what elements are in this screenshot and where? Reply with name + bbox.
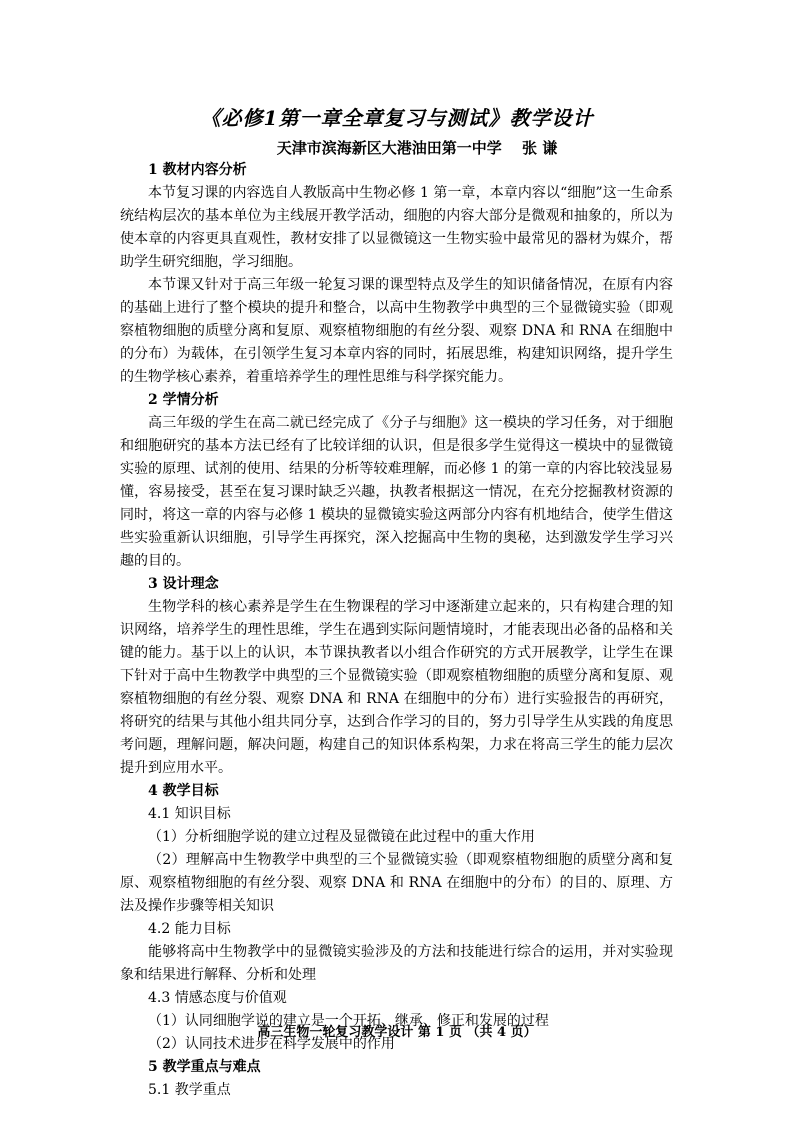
subsection-heading: 4.3 情感态度与价值观 [148, 990, 287, 1006]
list-item: （1）认同细胞学说的建立是一个开拓、继承、修正和发展的过程 [148, 1013, 549, 1029]
section-heading: 5 教学重点与难点 [148, 1059, 261, 1075]
page-footer: 高三生物一轮复习教学设计 第 1 页 （共 4 页） [257, 1025, 537, 1040]
document-title: 《必修1第一章全章复习与测试》教学设计 [200, 106, 594, 130]
list-item: （2）理解高中生物教学中典型的三个显微镜实验（即观察植物细胞的质壁分离和复原、观察植物细胞的有丝分裂、观察 DNA 和 RNA 在细胞中的分布）的目的、原理、方法及操作步骤等相关知识 [120, 852, 673, 914]
section-heading: 1 教材内容分析 [148, 162, 247, 178]
paragraph: 本节课又针对于高三年级一轮复习课的课型特点及学生的知识储备情况，在原有内容的基础上进行了整个模块的提升和整合，以高中生物教学中典型的三个显微镜实验（即观察植物细胞的质壁分离和复原、观察植物细胞的有丝分裂、观察 DNA 和 RNA 在细胞中的分布）为载体，在引领学生复习本章内容的同时，拓展思维，构建知识网络，提升学生的生物学核心素养，着重培养学生的理性思维与科学探究能力。 [120, 277, 673, 385]
list-item: （1）分析细胞学说的建立过程及显微镜在此过程中的重大作用 [148, 829, 535, 845]
subsection-heading: 4.2 能力目标 [148, 921, 231, 937]
document-body [120, 159, 673, 1102]
paragraph: 生物学科的核心素养是学生在生物课程的学习中逐渐建立起来的，只有构建合理的知识网络，培养学生的理性思维，学生在遇到实际问题情境时，才能表现出必备的品格和关键的能力。基于以上的认识，本节课执教者以小组合作研究的方式开展教学，让学生在课下针对于高中生物教学中典型的三个显微镜实验（即观察植物细胞的质壁分离和复原、观察植物细胞的有丝分裂、观察 DNA 和 RNA 在细胞中的分布）进行实验报告的再研究，将研究的结果与其他小组共同分享，达到合作学习的目的，努力引导学生从实践的角度思考问题，理解问题，解决问题，构建自己的知识体系构架，力求在将高三学生的能力层次提升到应用水平。 [120, 599, 673, 776]
paragraph: 高三年级的学生在高二就已经完成了《分子与细胞》这一模块的学习任务，对于细胞和细胞研究的基本方法已经有了比较详细的认识，但是很多学生觉得这一模块中的显微镜实验的原理、试剂的使用、结果的分析等较难理解，而必修 1 的第一章的内容比较浅显易懂，容易接受，甚至在复习课时缺乏兴趣，执教者根据这一情况，在充分挖掘教材资源的同时，将这一章的内容与必修 1 模块的显微镜实验这两部分内容有机地结合，使学生借这些实验重新认识细胞，引导学生再探究，深入挖掘高中生物的奥秘，达到激发学生学习兴趣的目的。 [120, 415, 673, 569]
section-heading: 2 学情分析 [148, 392, 219, 408]
subsection-heading: 5.1 教学重点 [148, 1082, 231, 1098]
paragraph: 本节复习课的内容选自人教版高中生物必修 1 第一章，本章内容以“细胞”这一生命系统结构层次的基本单位为主线展开教学活动，细胞的内容大部分是微观和抽象的，所以为使本章的内容更具直观性，教材安排了以显微镜这一生物实验中最常见的器材为媒介，帮助学生研究细胞，学习细胞。 [120, 185, 673, 270]
section-heading: 3 设计理念 [148, 576, 219, 592]
document-author: 天津市滨海新区大港油田第一中学 张 谦 [276, 139, 558, 157]
section-heading: 4 教学目标 [148, 783, 219, 799]
list-item: （2）认同技术进步在科学发展中的作用 [148, 1036, 395, 1052]
subsection-heading: 4.1 知识目标 [148, 806, 231, 822]
paragraph: 能够将高中生物教学中的显微镜实验涉及的方法和技能进行综合的运用，并对实验现象和结果进行解释、分析和处理 [120, 944, 673, 983]
